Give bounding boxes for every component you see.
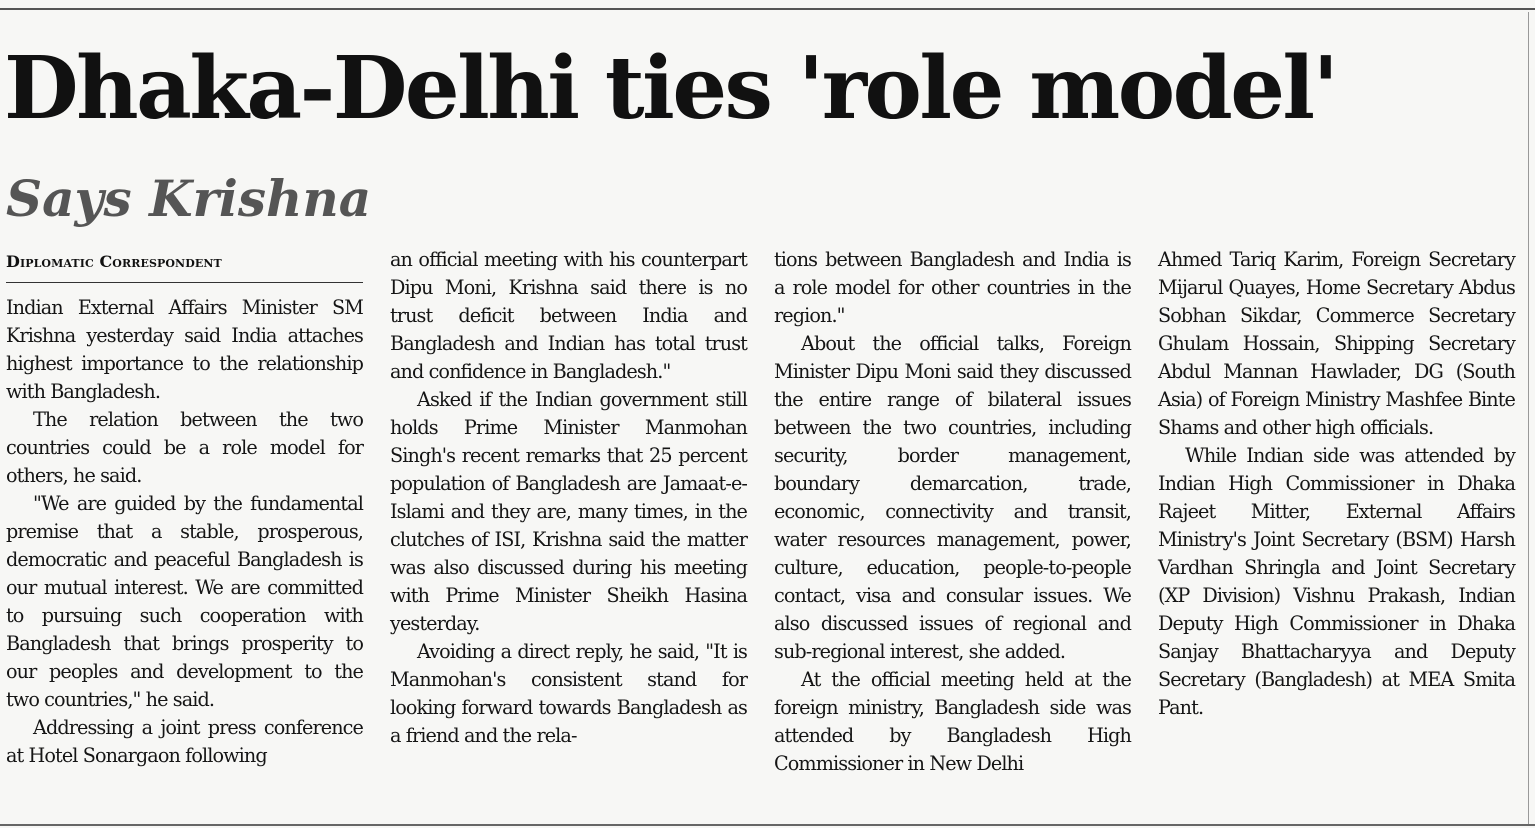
paragraph: About the official talks, Foreign Minister Dipu Moni said they discussed the entire range of bilateral issues between the two countries, including security, border management, boundary demarcation, trade, economic, connectivity and transit, water resources management, power, culture, education, people-to-people contact, visa and consular issues. We also discussed issues of regional and sub-regional interest, she added. xyxy=(774,332,1131,663)
paragraph: At the official meeting held at the foreign ministry, Bangladesh side was attended by Bangladesh High Commissioner in New Delhi xyxy=(774,668,1131,775)
paragraph: tions between Bangladesh and India is a role model for other countries in the region." xyxy=(774,248,1131,327)
subheadline: Says Krishna xyxy=(6,169,372,228)
paragraph: Ahmed Tariq Karim, Foreign Secretary Mijarul Quayes, Home Secretary Abdus Sobhan Sikdar, Commerce Secretary Ghulam Hossain, Shipping Secretary Abdul Mannan Hawlader, DG (South Asia) of Foreign Ministry Mashfee Binte Shams and other high officials. xyxy=(1158,248,1515,439)
paragraph: Avoiding a direct reply, he said, "It is Manmohan's consistent stand for looking forward towards Bangladesh as a friend and the rela- xyxy=(390,640,747,747)
article-column-1 xyxy=(6,294,363,770)
article-column-2 xyxy=(390,246,747,750)
paragraph: Indian External Affairs Minister SM Krishna yesterday said India attaches highest importance to the relationship with Bangladesh. xyxy=(6,296,363,403)
headline: Dhaka-Delhi ties 'role model' xyxy=(4,38,1337,139)
paragraph: "We are guided by the fundamental premise that a stable, prosperous, democratic and peaceful Bangladesh is our mutual interest. We are committed to pursuing such cooperation with Bangladesh that brings prosperity to our peoples and development to the two countries," he said. xyxy=(6,492,363,711)
top-rule xyxy=(0,8,1535,10)
paragraph: Addressing a joint press conference at Hotel Sonargaon following xyxy=(6,716,363,767)
paragraph: Asked if the Indian government still holds Prime Minister Manmohan Singh's recent remarks that 25 percent population of Bangladesh are Jamaat-e-Islami and they are, many times, in the clutches of ISI, Krishna said the matter was also discussed during his meeting with Prime Minister Sheikh Hasina yesterday. xyxy=(390,388,747,635)
article-column-3 xyxy=(774,246,1131,778)
paragraph: While Indian side was attended by Indian High Commissioner in Dhaka Rajeet Mitter, External Affairs Ministry's Joint Secretary (BSM) Harsh Vardhan Shringla and Joint Secretary (XP Division) Vishnu Prakash, Indian Deputy High Commissioner in Dhaka Sanjay Bhattacharyya and Deputy Secretary (Bangladesh) at MEA Smita Pant. xyxy=(1158,444,1515,719)
paragraph: an official meeting with his counterpart Dipu Moni, Krishna said there is no trust deficit between India and Bangladesh and Indian has total trust and confidence in Bangladesh." xyxy=(390,248,747,383)
article-column-4 xyxy=(1158,246,1515,722)
bottom-rule xyxy=(0,824,1535,826)
byline: Diplomatic Correspondent xyxy=(6,252,222,271)
byline-rule xyxy=(6,282,363,283)
paragraph: The relation between the two countries could be a role model for others, he said. xyxy=(6,408,363,487)
